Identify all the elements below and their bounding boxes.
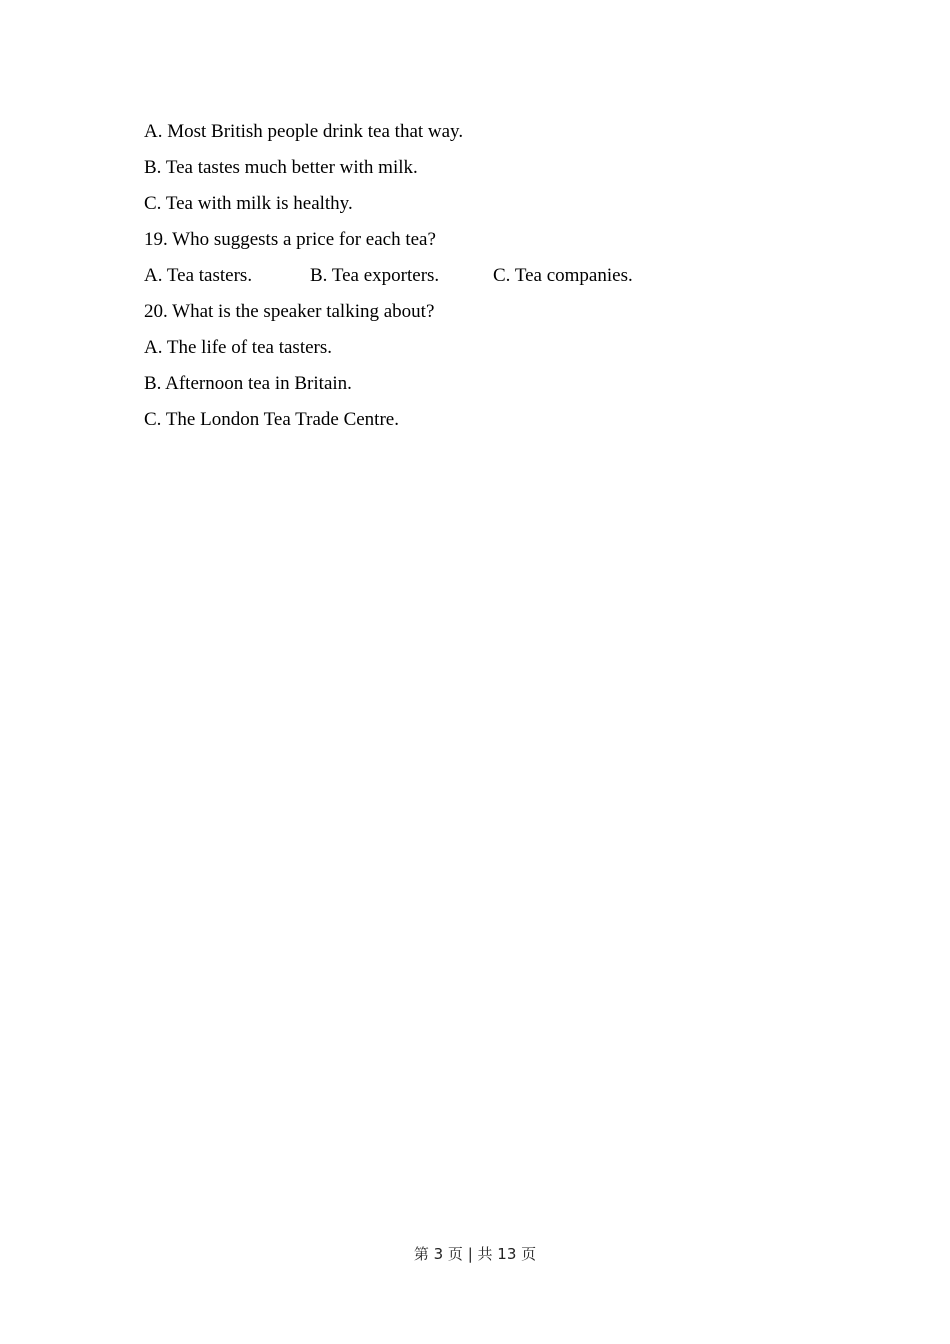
q20-question: 20. What is the speaker talking about? [144, 301, 435, 322]
q18-option-b: B. Tea tastes much better with milk. [144, 157, 418, 178]
q20-option-a: A. The life of tea tasters. [144, 337, 332, 358]
page-footer: 第 3 页 | 共 13 页 [413, 1245, 537, 1263]
q19-option-c: C. Tea companies. [493, 265, 633, 286]
q19-question: 19. Who suggests a price for each tea? [144, 229, 436, 250]
q19-options [144, 258, 824, 294]
question-content [144, 114, 824, 438]
q18-option-a: A. Most British people drink tea that way. [144, 121, 464, 142]
q19-option-a: A. Tea tasters. [144, 265, 253, 286]
q18-option-c: C. Tea with milk is healthy. [144, 193, 353, 214]
q20-option-c: C. The London Tea Trade Centre. [144, 409, 399, 430]
q20-option-b: B. Afternoon tea in Britain. [144, 373, 352, 394]
q19-option-b: B. Tea exporters. [310, 265, 440, 286]
